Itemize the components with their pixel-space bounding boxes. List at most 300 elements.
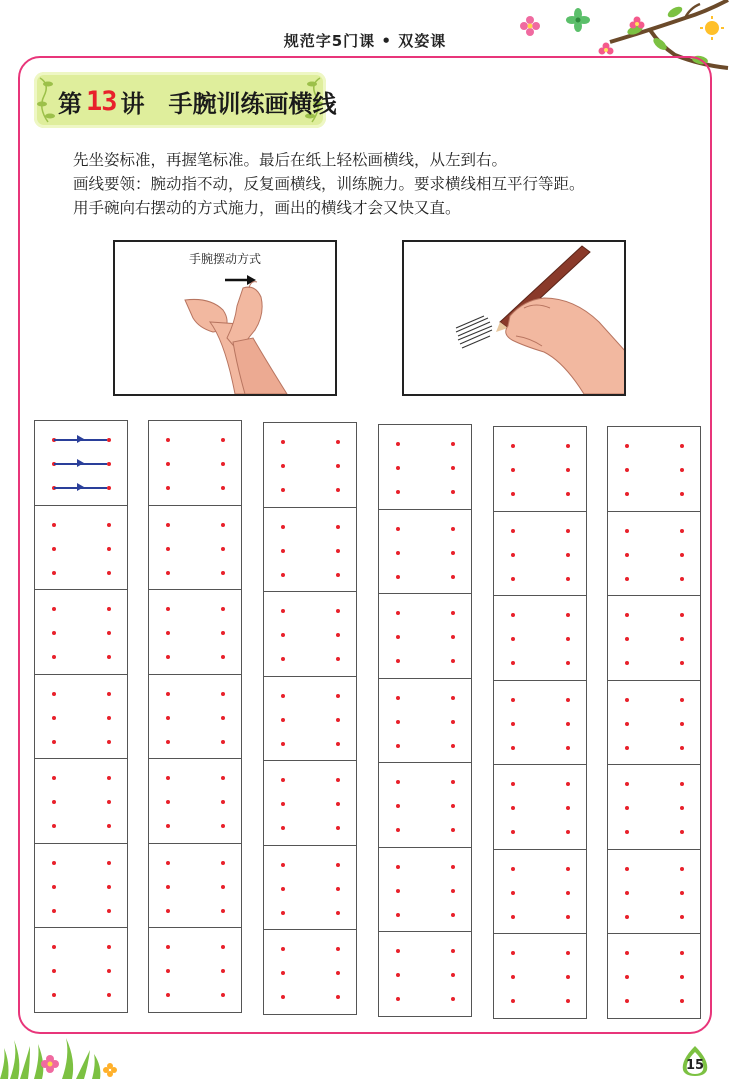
guide-dot	[221, 885, 225, 889]
guide-dot	[281, 911, 285, 915]
guide-dot	[680, 637, 684, 641]
guide-dot	[281, 525, 285, 529]
guide-dot	[336, 633, 340, 637]
guide-dot	[281, 778, 285, 782]
guide-dot	[451, 973, 455, 977]
guide-dot	[680, 698, 684, 702]
guide-dot	[166, 462, 170, 466]
guide-dot	[625, 698, 629, 702]
arrow-icon	[77, 435, 84, 443]
guide-dot	[451, 490, 455, 494]
guide-dot	[566, 444, 570, 448]
guide-dot	[166, 861, 170, 865]
practice-cell[interactable]	[607, 764, 701, 850]
guide-dot	[336, 488, 340, 492]
guide-dot	[221, 462, 225, 466]
guide-dot	[52, 824, 56, 828]
wrist-motion-illustration	[113, 240, 337, 396]
guide-dot	[451, 611, 455, 615]
practice-cell[interactable]	[263, 591, 357, 677]
grass-flowers-decoration	[0, 1030, 140, 1079]
guide-dot	[566, 782, 570, 786]
guide-dot	[451, 527, 455, 531]
guide-dot	[511, 891, 515, 895]
lesson-suffix: 讲	[120, 90, 145, 118]
guide-dot	[166, 607, 170, 611]
practice-cell[interactable]	[148, 927, 242, 1013]
guide-dot	[511, 830, 515, 834]
guide-dot	[221, 692, 225, 696]
guide-dot	[107, 945, 111, 949]
guide-dot	[511, 999, 515, 1003]
guide-dot	[336, 778, 340, 782]
guide-dot	[336, 525, 340, 529]
guide-dot	[166, 631, 170, 635]
guide-dot	[336, 718, 340, 722]
guide-dot	[52, 692, 56, 696]
guide-dot	[221, 716, 225, 720]
practice-cell[interactable]	[34, 505, 128, 591]
guide-dot	[566, 806, 570, 810]
guide-dot	[221, 607, 225, 611]
guide-dot	[451, 442, 455, 446]
practice-cell[interactable]	[378, 678, 472, 764]
guide-dot	[166, 909, 170, 913]
guide-dot	[566, 492, 570, 496]
guide-dot	[52, 861, 56, 865]
guide-dot	[511, 637, 515, 641]
guide-dot	[281, 802, 285, 806]
guide-dot	[281, 718, 285, 722]
guide-dot	[336, 694, 340, 698]
guide-dot	[281, 971, 285, 975]
guide-dot	[511, 975, 515, 979]
guide-dot	[166, 969, 170, 973]
pencil-grip-illustration	[402, 240, 626, 396]
guide-dot	[625, 867, 629, 871]
guide-dot	[680, 468, 684, 472]
practice-cell[interactable]	[493, 849, 587, 935]
guide-dot	[281, 694, 285, 698]
guide-dot	[336, 464, 340, 468]
guide-dot	[52, 776, 56, 780]
guide-dot	[166, 523, 170, 527]
practice-cell[interactable]	[148, 758, 242, 844]
guide-dot	[566, 529, 570, 533]
guide-dot	[166, 547, 170, 551]
intro-line: 画线要领：腕动指不动，反复画横线，训练腕力。要求横线相互平行等距。	[73, 175, 585, 193]
guide-dot	[566, 867, 570, 871]
guide-dot	[221, 800, 225, 804]
page-number: 15	[685, 1058, 705, 1073]
guide-dot	[107, 909, 111, 913]
practice-cell[interactable]	[493, 511, 587, 597]
guide-dot	[107, 776, 111, 780]
guide-dot	[511, 444, 515, 448]
guide-dot	[336, 549, 340, 553]
guide-dot	[451, 635, 455, 639]
guide-dot	[625, 444, 629, 448]
lesson-heading	[58, 84, 337, 119]
guide-dot	[107, 631, 111, 635]
practice-cell[interactable]	[378, 762, 472, 848]
guide-dot	[396, 551, 400, 555]
practice-cell[interactable]	[148, 843, 242, 929]
guide-dot	[680, 444, 684, 448]
guide-dot	[680, 867, 684, 871]
guide-dot	[281, 947, 285, 951]
guide-dot	[281, 609, 285, 613]
intro-line: 用手碗向右摆动的方式施力，画出的横线才会又快又直。	[73, 199, 461, 217]
guide-dot	[336, 657, 340, 661]
guide-dot	[451, 949, 455, 953]
guide-dot	[107, 692, 111, 696]
guide-dot	[336, 609, 340, 613]
guide-dot	[52, 655, 56, 659]
guide-dot	[680, 999, 684, 1003]
guide-dot	[221, 740, 225, 744]
practice-cell[interactable]	[263, 929, 357, 1015]
guide-dot	[566, 915, 570, 919]
guide-dot	[107, 824, 111, 828]
guide-dot	[396, 744, 400, 748]
guide-dot	[451, 696, 455, 700]
guide-dot	[336, 995, 340, 999]
guide-dot	[566, 722, 570, 726]
guide-dot	[166, 655, 170, 659]
hand-wrist-motion-icon	[115, 242, 335, 394]
guide-dot	[336, 742, 340, 746]
guide-dot	[680, 661, 684, 665]
guide-dot	[625, 492, 629, 496]
guide-dot	[566, 999, 570, 1003]
guide-dot	[511, 698, 515, 702]
practice-cell[interactable]	[607, 426, 701, 512]
guide-dot	[566, 661, 570, 665]
guide-dot	[511, 722, 515, 726]
guide-dot	[107, 571, 111, 575]
guide-dot	[107, 462, 111, 466]
guide-dot	[451, 804, 455, 808]
guide-dot	[107, 607, 111, 611]
guide-dot	[625, 613, 629, 617]
guide-dot	[511, 553, 515, 557]
guide-dot	[166, 571, 170, 575]
guide-dot	[107, 993, 111, 997]
guide-dot	[396, 997, 400, 1001]
guide-dot	[281, 887, 285, 891]
guide-dot	[680, 915, 684, 919]
guide-dot	[336, 440, 340, 444]
guide-dot	[221, 776, 225, 780]
guide-dot	[451, 551, 455, 555]
arrow-icon	[77, 483, 84, 491]
guide-dot	[107, 969, 111, 973]
hand-holding-pencil-icon	[404, 242, 624, 394]
guide-dot	[451, 889, 455, 893]
guide-dot	[107, 655, 111, 659]
guide-dot	[566, 891, 570, 895]
guide-dot	[221, 631, 225, 635]
guide-dot	[680, 577, 684, 581]
guide-dot	[566, 951, 570, 955]
guide-dot	[52, 607, 56, 611]
practice-cell[interactable]	[607, 595, 701, 681]
guide-dot	[166, 824, 170, 828]
guide-dot	[396, 490, 400, 494]
guide-dot	[52, 909, 56, 913]
guide-dot	[680, 529, 684, 533]
guide-dot	[107, 800, 111, 804]
guide-dot	[281, 742, 285, 746]
guide-dot	[396, 780, 400, 784]
guide-dot	[107, 861, 111, 865]
practice-cell[interactable]	[263, 676, 357, 762]
guide-dot	[625, 529, 629, 533]
guide-dot	[221, 571, 225, 575]
practice-cell[interactable]	[148, 505, 242, 591]
guide-dot	[336, 947, 340, 951]
guide-dot	[52, 993, 56, 997]
lesson-number: 13	[86, 86, 117, 117]
guide-dot	[221, 438, 225, 442]
guide-dot	[107, 523, 111, 527]
guide-dot	[680, 830, 684, 834]
guide-dot	[511, 468, 515, 472]
guide-dot	[107, 547, 111, 551]
practice-cell[interactable]	[378, 424, 472, 510]
guide-dot	[221, 993, 225, 997]
book-header-title: 规范字5门课 • 双姿课	[283, 32, 447, 50]
practice-cell[interactable]	[493, 426, 587, 512]
practice-cell[interactable]	[34, 758, 128, 844]
guide-dot	[221, 486, 225, 490]
guide-dot	[166, 692, 170, 696]
intro-line: 先坐姿标准，再握笔标准。最后在纸上轻松画横线，从左到右。	[73, 151, 508, 169]
practice-cell[interactable]	[378, 593, 472, 679]
guide-dot	[396, 659, 400, 663]
practice-cell[interactable]	[493, 933, 587, 1019]
guide-dot	[566, 553, 570, 557]
guide-dot	[451, 659, 455, 663]
guide-dot	[566, 746, 570, 750]
guide-dot	[336, 573, 340, 577]
guide-dot	[396, 635, 400, 639]
guide-dot	[107, 740, 111, 744]
guide-dot	[680, 746, 684, 750]
guide-dot	[52, 945, 56, 949]
guide-dot	[221, 969, 225, 973]
guide-dot	[166, 716, 170, 720]
guide-dot	[166, 776, 170, 780]
practice-cell[interactable]	[34, 674, 128, 760]
guide-dot	[451, 865, 455, 869]
guide-dot	[336, 863, 340, 867]
guide-dot	[396, 442, 400, 446]
guide-dot	[221, 945, 225, 949]
practice-cell[interactable]	[34, 843, 128, 929]
practice-cell[interactable]	[378, 509, 472, 595]
guide-dot	[336, 887, 340, 891]
guide-dot	[396, 720, 400, 724]
guide-dot	[511, 661, 515, 665]
practice-cell[interactable]	[148, 420, 242, 506]
practice-cell[interactable]	[34, 927, 128, 1013]
lesson-title: 手腕训练画横线	[168, 90, 337, 118]
guide-dot	[680, 891, 684, 895]
guide-dot	[221, 861, 225, 865]
guide-dot	[221, 523, 225, 527]
guide-dot	[680, 722, 684, 726]
practice-cell[interactable]	[263, 760, 357, 846]
guide-dot	[625, 661, 629, 665]
guide-dot	[396, 828, 400, 832]
guide-dot	[625, 746, 629, 750]
guide-dot	[451, 780, 455, 784]
guide-dot	[625, 806, 629, 810]
guide-dot	[166, 993, 170, 997]
arrow-icon	[77, 459, 84, 467]
guide-dot	[451, 913, 455, 917]
guide-dot	[52, 571, 56, 575]
guide-dot	[625, 951, 629, 955]
practice-cell[interactable]	[607, 511, 701, 597]
guide-dot	[281, 657, 285, 661]
guide-dot	[451, 575, 455, 579]
guide-dot	[511, 529, 515, 533]
practice-cell[interactable]	[607, 680, 701, 766]
guide-dot	[166, 945, 170, 949]
practice-cell[interactable]	[493, 595, 587, 681]
guide-dot	[52, 885, 56, 889]
guide-dot	[680, 975, 684, 979]
guide-dot	[281, 464, 285, 468]
practice-cell[interactable]	[34, 420, 128, 506]
guide-dot	[396, 949, 400, 953]
guide-dot	[396, 973, 400, 977]
practice-cell[interactable]	[493, 764, 587, 850]
guide-dot	[281, 633, 285, 637]
guide-dot	[625, 637, 629, 641]
guide-dot	[221, 547, 225, 551]
guide-dot	[396, 804, 400, 808]
practice-cell[interactable]	[34, 589, 128, 675]
practice-cell[interactable]	[148, 589, 242, 675]
guide-dot	[566, 613, 570, 617]
wrist-motion-caption: 手腕摆动方式	[188, 252, 261, 266]
guide-dot	[281, 863, 285, 867]
guide-dot	[625, 468, 629, 472]
guide-dot	[680, 492, 684, 496]
guide-dot	[166, 885, 170, 889]
guide-dot	[511, 782, 515, 786]
practice-cell[interactable]	[263, 507, 357, 593]
guide-dot	[625, 577, 629, 581]
guide-dot	[566, 698, 570, 702]
guide-dot	[281, 549, 285, 553]
guide-dot	[566, 637, 570, 641]
practice-cell[interactable]	[378, 931, 472, 1017]
guide-dot	[511, 577, 515, 581]
guide-dot	[166, 800, 170, 804]
guide-dot	[680, 951, 684, 955]
guide-dot	[52, 740, 56, 744]
practice-cell[interactable]	[607, 933, 701, 1019]
guide-dot	[281, 488, 285, 492]
guide-dot	[625, 782, 629, 786]
lesson-prefix: 第	[58, 90, 82, 118]
guide-dot	[52, 716, 56, 720]
practice-cell[interactable]	[493, 680, 587, 766]
guide-dot	[511, 915, 515, 919]
guide-dot	[680, 553, 684, 557]
guide-dot	[336, 826, 340, 830]
guide-dot	[625, 722, 629, 726]
guide-dot	[281, 440, 285, 444]
guide-dot	[396, 527, 400, 531]
guide-dot	[451, 744, 455, 748]
guide-dot	[281, 826, 285, 830]
practice-cell[interactable]	[378, 847, 472, 933]
guide-dot	[566, 468, 570, 472]
guide-dot	[511, 867, 515, 871]
guide-dot	[625, 999, 629, 1003]
guide-dot	[396, 696, 400, 700]
practice-cell[interactable]	[607, 849, 701, 935]
guide-dot	[52, 631, 56, 635]
guide-dot	[281, 573, 285, 577]
guide-dot	[107, 486, 111, 490]
guide-dot	[336, 911, 340, 915]
guide-dot	[451, 828, 455, 832]
guide-dot	[511, 746, 515, 750]
guide-dot	[107, 716, 111, 720]
guide-dot	[107, 885, 111, 889]
guide-dot	[625, 915, 629, 919]
guide-dot	[511, 806, 515, 810]
guide-dot	[625, 891, 629, 895]
guide-dot	[451, 997, 455, 1001]
guide-dot	[396, 611, 400, 615]
guide-dot	[511, 613, 515, 617]
guide-dot	[52, 547, 56, 551]
guide-dot	[336, 971, 340, 975]
practice-cell[interactable]	[148, 674, 242, 760]
guide-dot	[52, 800, 56, 804]
intro-text	[73, 148, 585, 220]
guide-dot	[680, 782, 684, 786]
guide-dot	[566, 577, 570, 581]
guide-dot	[52, 523, 56, 527]
guide-dot	[281, 995, 285, 999]
guide-dot	[221, 824, 225, 828]
guide-dot	[511, 951, 515, 955]
guide-dot	[396, 575, 400, 579]
guide-dot	[451, 720, 455, 724]
guide-dot	[221, 655, 225, 659]
page-number-badge	[679, 1046, 711, 1076]
practice-cell[interactable]	[263, 845, 357, 931]
guide-dot	[221, 909, 225, 913]
guide-dot	[511, 492, 515, 496]
guide-dot	[566, 975, 570, 979]
practice-cell[interactable]	[263, 422, 357, 508]
guide-dot	[52, 969, 56, 973]
guide-dot	[107, 438, 111, 442]
guide-dot	[166, 438, 170, 442]
guide-dot	[680, 613, 684, 617]
guide-dot	[625, 830, 629, 834]
